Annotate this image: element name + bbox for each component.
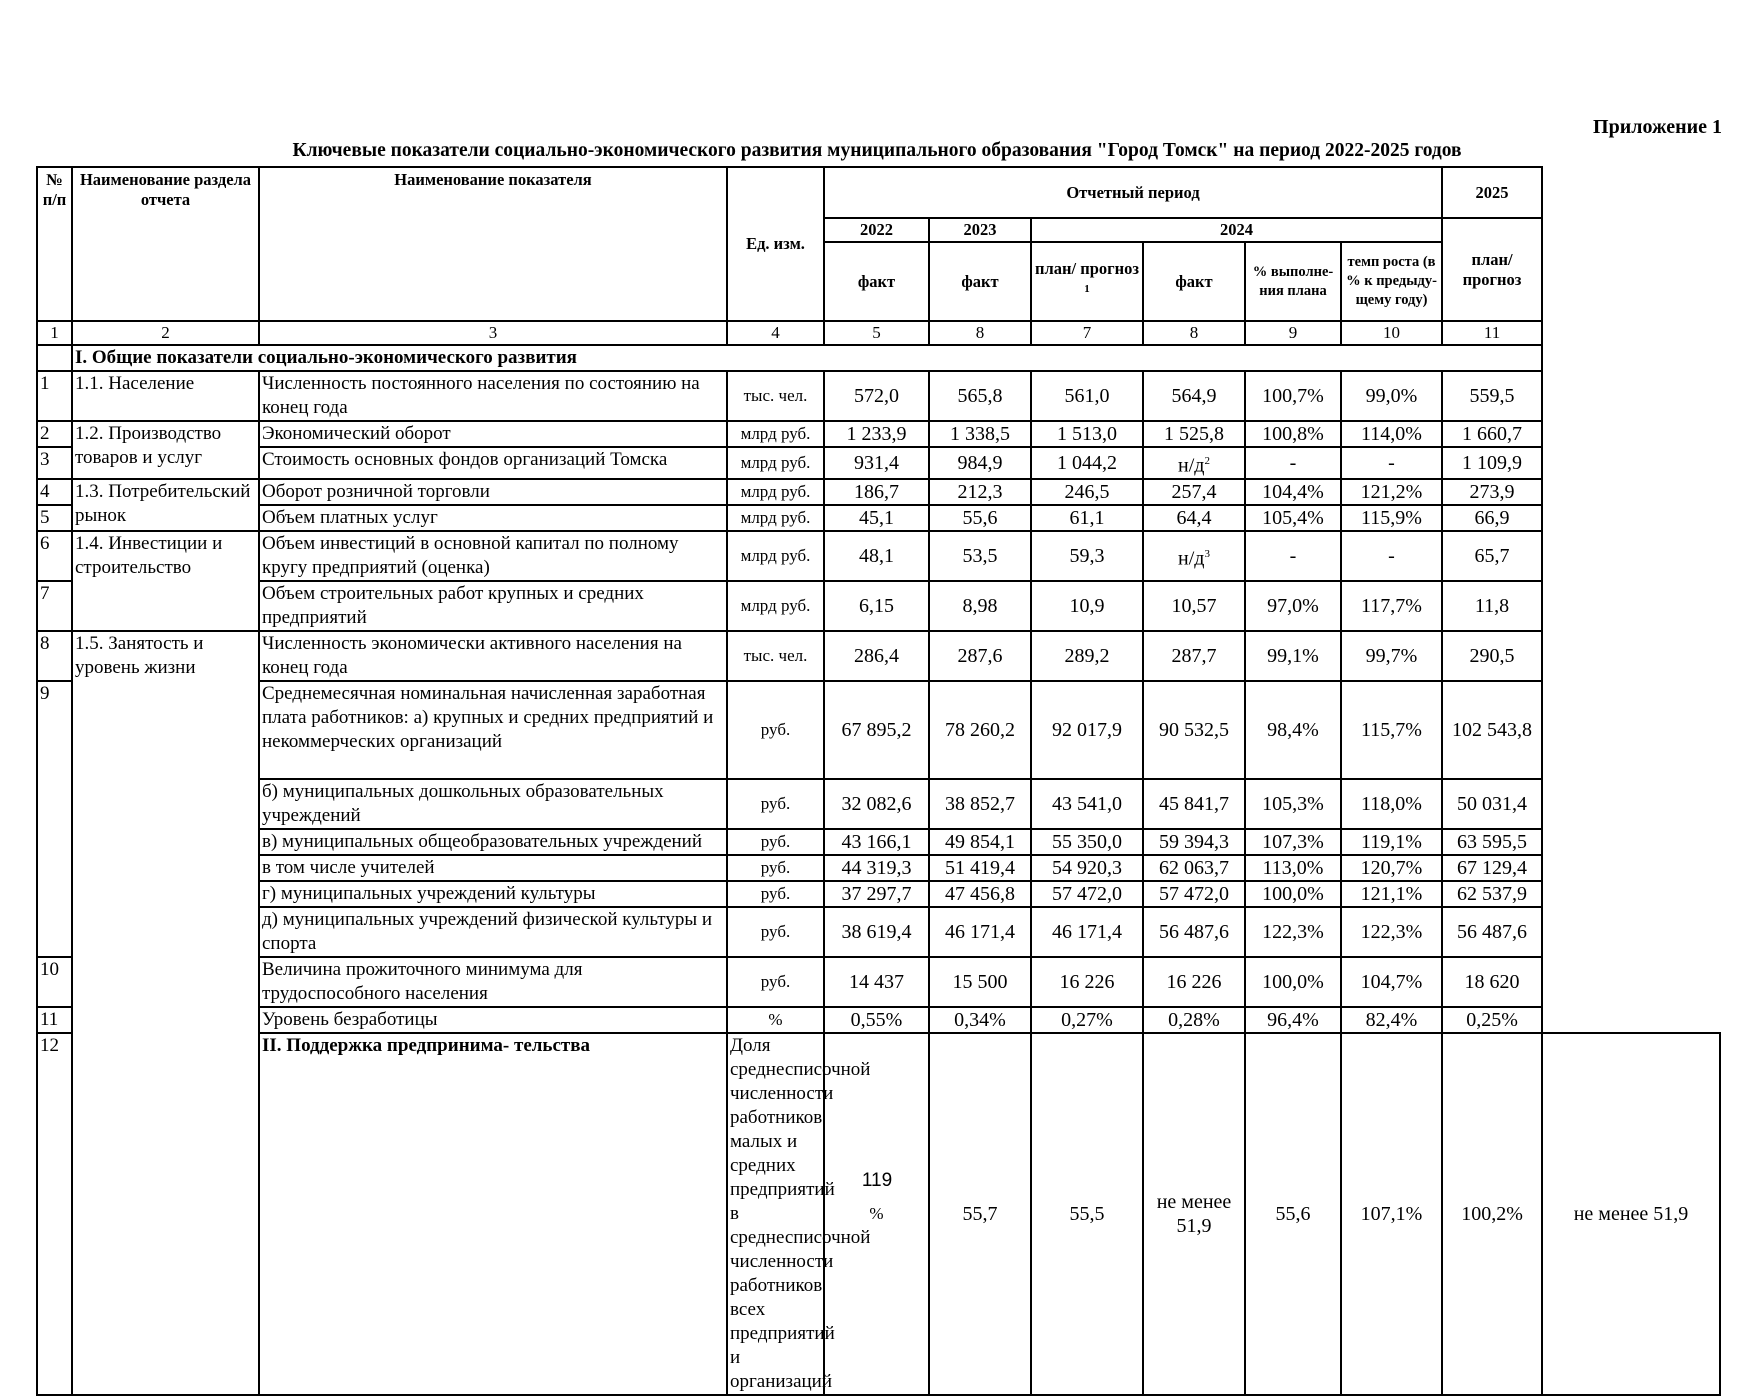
colnum-6: 8 xyxy=(929,321,1031,345)
header-percent: % выполне- ния плана xyxy=(1245,242,1341,321)
table-row: 11 Уровень безработицы % 0,55% 0,34% 0,27% 0,28% 96,4% 82,4% 0,25% xyxy=(37,1007,1720,1033)
appendix-label: Приложение 1 xyxy=(1593,116,1722,138)
table-row: 10 Величина прожиточного минимума для трудоспособного населения руб. 14 437 15 500 16 226 16 226 100,0% 104,7% 18 620 xyxy=(37,957,1720,1007)
footnote-2-marker: 2 xyxy=(1204,454,1210,467)
section-population: 1.1. Население xyxy=(72,371,259,421)
header-fact-2023: факт xyxy=(929,242,1031,321)
header-2022: 2022 xyxy=(824,218,929,242)
table-row: 6 1.4. Инвестиции и строительство Объем инвестиций в основной капитал по полному кругу предприятий (оценка) млрд руб. 48,1 53,5 59,3 $н/д^3$ - - 65,7 xyxy=(37,531,1720,581)
table-row: в) муниципальных общеобразовательных учреждений руб. 43 166,1 49 854,1 55 350,0 59 394,3 107,3% 119,1% 63 595,5 xyxy=(37,829,1720,855)
colnum-7: 7 xyxy=(1031,321,1143,345)
table-row: 5 Объем платных услуг млрд руб. 45,1 55,6 61,1 64,4 105,4% 115,9% 66,9 xyxy=(37,505,1720,531)
header-2023: 2023 xyxy=(929,218,1031,242)
page-number: 119 xyxy=(861,1170,893,1191)
header-growth: темп роста (в % к предыду- щему году) xyxy=(1341,242,1442,321)
table-row: 12 II. Поддержка предпринима- тельства Доля среднесписочной численности работников малых и средних предприятий в среднесписочной численности работников всех предприятий и организаций % 55,7 55,5 не менее 51,9 55,6 107,1% 100,2% не менее 51,9 xyxy=(37,1033,1720,1395)
colnum-3: 3 xyxy=(259,321,727,345)
column-number-row xyxy=(37,321,1720,345)
table-row: в том числе учителей руб. 44 319,3 51 419,4 54 920,3 62 063,7 113,0% 120,7% 67 129,4 xyxy=(37,855,1720,881)
table-row: 1 1.1. Население Численность постоянного населения по состоянию на конец года тыс. чел. 572,0 565,8 561,0 564,9 100,7% 99,0% 559,5 xyxy=(37,371,1720,421)
footnote-1-marker: 1 xyxy=(1084,283,1090,296)
indicators-table xyxy=(36,166,1721,1396)
colnum-10: 10 xyxy=(1341,321,1442,345)
header-2024: 2024 xyxy=(1031,218,1442,242)
table-row: 7 Объем строительных работ крупных и средних предприятий млрд руб. 6,15 8,98 10,9 10,57 97,0% 117,7% 11,8 xyxy=(37,581,1720,631)
table-row: 4 1.3. Потребительский рынок Оборот розничной торговли млрд руб. 186,7 212,3 246,5 257,4 104,4% 121,2% 273,9 xyxy=(37,479,1720,505)
header-section: Наименование раздела отчета xyxy=(72,167,259,321)
table-row: 2 1.2. Производство товаров и услуг Экономический оборот млрд руб. 1 233,9 1 338,5 1 513,0 1 525,8 100,8% 114,0% 1 660,7 xyxy=(37,421,1720,447)
header-unit: Ед. изм. xyxy=(727,167,824,321)
header-fact-2022: факт xyxy=(824,242,929,321)
header-indicator: Наименование показателя xyxy=(259,167,727,321)
header-plan-2024 xyxy=(1031,242,1143,321)
table-row: б) муниципальных дошкольных образовательных учреждений руб. 32 082,6 38 852,7 43 541,0 45 841,7 105,3% 118,0% 50 031,4 xyxy=(37,779,1720,829)
section-entrepreneurship: II. Поддержка предпринима- тельства xyxy=(259,1033,727,1395)
table-row: г) муниципальных учреждений культуры руб. 37 297,7 47 456,8 57 472,0 57 472,0 100,0% 121,1% 62 537,9 xyxy=(37,881,1720,907)
colnum-1: 1 xyxy=(37,321,72,345)
colnum-8: 8 xyxy=(1143,321,1245,345)
header-num: № п/п xyxy=(37,167,72,321)
document-title: Ключевые показатели социально-экономического развития муниципального образования "Город Томск" на период 2022-2025 годов xyxy=(292,140,1462,161)
table-row: 9 Среднемесячная номинальная начисленная заработная плата работников: а) крупных и средних предприятий и некоммерческих организаций руб. 67 895,2 78 260,2 92 017,9 90 532,5 98,4% 115,7% 102 543,8 xyxy=(37,681,1720,779)
colnum-9: 9 xyxy=(1245,321,1341,345)
section-employment: 1.5. Занятость и уровень жизни xyxy=(72,631,259,1395)
section-heading-1: I. Общие показатели социально-экономического развития xyxy=(72,345,1542,371)
footnote-3-marker: 3 xyxy=(1204,547,1210,560)
colnum-2: 2 xyxy=(72,321,259,345)
header-plan-2025: план/ прогноз xyxy=(1442,218,1542,321)
header-plan-label: план/ прогноз xyxy=(1034,259,1140,279)
table-row: д) муниципальных учреждений физической культуры и спорта руб. 38 619,4 46 171,4 46 171,4 56 487,6 122,3% 122,3% 56 487,6 xyxy=(37,907,1720,957)
colnum-5: 5 xyxy=(824,321,929,345)
header-period: Отчетный период xyxy=(824,167,1442,218)
colnum-11: 11 xyxy=(1442,321,1542,345)
header-fact-2024: факт xyxy=(1143,242,1245,321)
section-production: 1.2. Производство товаров и услуг xyxy=(72,421,259,479)
table-row: 8 1.5. Занятость и уровень жизни Численность экономически активного населения на конец года тыс. чел. 286,4 287,6 289,2 287,7 99,1% 99,7% 290,5 xyxy=(37,631,1720,681)
header-2025: 2025 xyxy=(1442,167,1542,218)
section-investments: 1.4. Инвестиции и строительство xyxy=(72,531,259,631)
table-row: 3 Стоимость основных фондов организаций Томска млрд руб. 931,4 984,9 1 044,2 $н/д^2$ - - 1 109,9 xyxy=(37,447,1720,479)
section-consumer-market: 1.3. Потребительский рынок xyxy=(72,479,259,531)
colnum-4: 4 xyxy=(727,321,824,345)
